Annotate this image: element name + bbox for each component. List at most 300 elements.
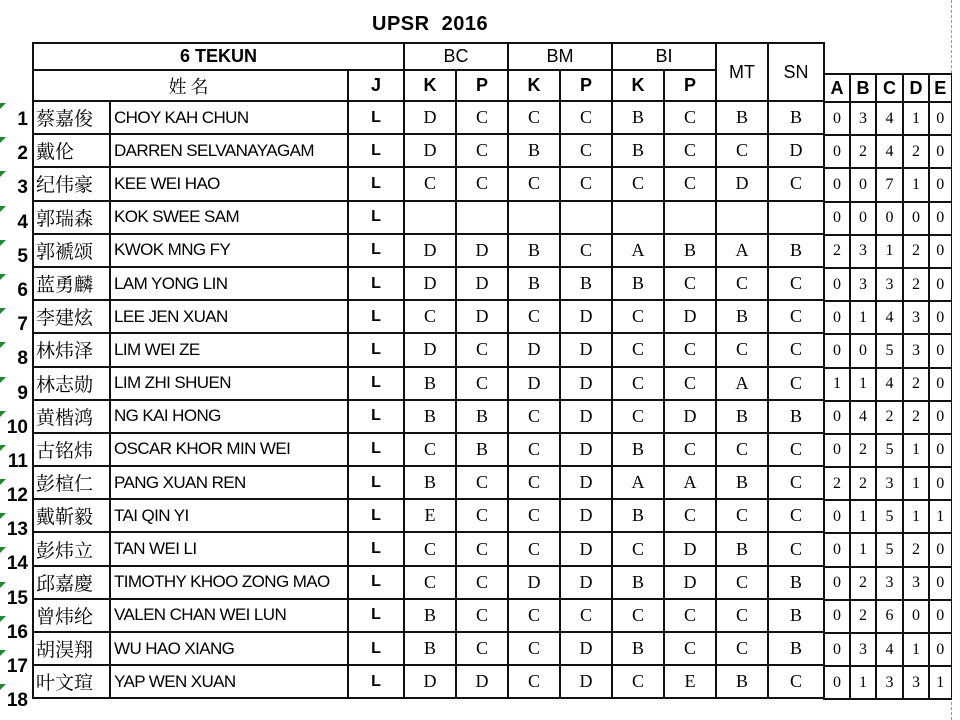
grade-cell-bc-p[interactable]: B <box>456 400 508 433</box>
grade-cell-sn[interactable]: B <box>768 632 824 665</box>
count-cell-c[interactable]: 4 <box>876 633 903 666</box>
row-number <box>0 307 32 341</box>
count-cell-d[interactable]: 1 <box>903 467 929 500</box>
grade-cell-mt[interactable]: A <box>716 367 768 400</box>
english-name-cell[interactable]: KWOK MNG FY <box>110 234 348 267</box>
grade-cell-bc-p[interactable] <box>456 201 508 234</box>
grade-cell-bm-p[interactable]: C <box>560 134 612 167</box>
gender-cell[interactable]: L <box>348 466 404 499</box>
grade-cell-bm-p[interactable]: D <box>560 466 612 499</box>
count-cell-d[interactable]: 3 <box>903 334 929 367</box>
count-cell-e[interactable]: 0 <box>929 467 951 500</box>
grade-cell-mt[interactable]: B <box>716 101 768 134</box>
grade-cell-bc-p[interactable]: D <box>456 665 508 698</box>
count-cell-c[interactable]: 4 <box>876 301 903 334</box>
english-name-cell[interactable]: LEE JEN XUAN <box>110 300 348 333</box>
grade-cell-bc-k[interactable]: C <box>404 300 456 333</box>
grade-cell-sn[interactable]: C <box>768 466 824 499</box>
gender-cell[interactable]: L <box>348 267 404 300</box>
grade-cell-bm-k[interactable]: C <box>508 532 560 565</box>
count-cell-e[interactable]: 0 <box>929 235 951 268</box>
grade-cell-bc-p[interactable]: C <box>456 367 508 400</box>
grade-cell-mt[interactable]: A <box>716 234 768 267</box>
english-name-cell[interactable]: TAN WEI LI <box>110 532 348 565</box>
grade-cell-sn[interactable]: C <box>768 499 824 532</box>
grade-cell-bc-p[interactable]: D <box>456 234 508 267</box>
count-cell-a[interactable]: 0 <box>824 268 850 301</box>
grade-cell-bm-p[interactable]: C <box>560 599 612 632</box>
grade-cell-bi-k[interactable]: C <box>612 599 664 632</box>
english-name-cell[interactable]: LAM YONG LIN <box>110 267 348 300</box>
grade-cell-mt[interactable]: C <box>716 267 768 300</box>
grade-cell-bc-p[interactable]: D <box>456 267 508 300</box>
count-cell-a[interactable]: 1 <box>824 368 850 401</box>
grade-cell-bm-p[interactable]: D <box>560 566 612 599</box>
english-name-cell[interactable]: LIM WEI ZE <box>110 333 348 366</box>
grade-cell-sn[interactable]: B <box>768 101 824 134</box>
grade-cell-sn[interactable]: B <box>768 566 824 599</box>
grade-cell-bm-k[interactable]: C <box>508 665 560 698</box>
english-name-cell[interactable]: PANG XUAN REN <box>110 466 348 499</box>
gender-cell[interactable]: L <box>348 201 404 234</box>
count-cell-d[interactable]: 1 <box>903 168 929 201</box>
english-name-cell[interactable]: NG KAI HONG <box>110 400 348 433</box>
grade-cell-bc-p[interactable]: B <box>456 433 508 466</box>
grade-cell-bi-p[interactable]: C <box>664 499 716 532</box>
gender-cell[interactable]: L <box>348 599 404 632</box>
chinese-name-cell[interactable]: 叶文瑄 <box>33 665 110 698</box>
grade-cell-bm-k[interactable]: C <box>508 101 560 134</box>
grade-cell-bc-k[interactable] <box>404 201 456 234</box>
grade-cell-bi-k[interactable]: B <box>612 101 664 134</box>
grade-cell-bm-p[interactable]: D <box>560 632 612 665</box>
count-cell-d[interactable]: 2 <box>903 533 929 566</box>
gender-cell[interactable]: L <box>348 167 404 200</box>
count-cell-b[interactable]: 1 <box>850 368 876 401</box>
count-cell-a[interactable]: 0 <box>824 202 850 235</box>
count-cell-e[interactable]: 0 <box>929 600 951 633</box>
grade-cell-bc-k[interactable]: D <box>404 134 456 167</box>
grade-cell-bi-p[interactable]: C <box>664 367 716 400</box>
grade-cell-bi-p[interactable]: C <box>664 599 716 632</box>
grade-cell-bi-k[interactable]: C <box>612 367 664 400</box>
grade-cell-bc-p[interactable]: C <box>456 599 508 632</box>
chinese-name-cell[interactable]: 黄楷鸿 <box>33 400 110 433</box>
grade-cell-bm-p[interactable]: C <box>560 167 612 200</box>
grade-cell-bi-p[interactable] <box>664 201 716 234</box>
grade-cell-sn[interactable]: B <box>768 400 824 433</box>
count-cell-a[interactable]: 0 <box>824 666 850 699</box>
grade-cell-mt[interactable]: B <box>716 665 768 698</box>
count-cell-d[interactable]: 2 <box>903 135 929 168</box>
count-cell-e[interactable]: 0 <box>929 301 951 334</box>
grade-cell-sn[interactable]: C <box>768 433 824 466</box>
gender-cell[interactable]: L <box>348 101 404 134</box>
grade-cell-mt[interactable]: B <box>716 466 768 499</box>
grade-cell-bm-p[interactable]: D <box>560 532 612 565</box>
count-cell-b[interactable]: 2 <box>850 567 876 600</box>
grade-cell-bc-k[interactable]: B <box>404 632 456 665</box>
count-cell-d[interactable]: 2 <box>903 368 929 401</box>
gender-cell[interactable]: L <box>348 300 404 333</box>
grade-cell-bi-p[interactable]: C <box>664 134 716 167</box>
grade-cell-bc-p[interactable]: C <box>456 499 508 532</box>
grade-cell-bm-p[interactable] <box>560 201 612 234</box>
count-cell-d[interactable]: 0 <box>903 202 929 235</box>
english-name-cell[interactable]: WU HAO XIANG <box>110 632 348 665</box>
chinese-name-cell[interactable]: 林炜泽 <box>33 333 110 366</box>
count-cell-a[interactable]: 0 <box>824 600 850 633</box>
count-cell-a[interactable]: 2 <box>824 235 850 268</box>
chinese-name-cell[interactable]: 曾炜纶 <box>33 599 110 632</box>
grade-cell-bi-k[interactable] <box>612 201 664 234</box>
count-cell-d[interactable]: 1 <box>903 434 929 467</box>
cell-comment-marker-icon <box>0 445 6 451</box>
grade-cell-bi-k[interactable]: A <box>612 234 664 267</box>
count-cell-b[interactable]: 1 <box>850 666 876 699</box>
grade-cell-bm-p[interactable]: B <box>560 267 612 300</box>
count-cell-e[interactable]: 0 <box>929 135 951 168</box>
grade-cell-bc-k[interactable]: D <box>404 333 456 366</box>
count-cell-e[interactable]: 0 <box>929 401 951 434</box>
count-cell-a[interactable]: 0 <box>824 135 850 168</box>
gender-cell[interactable]: L <box>348 400 404 433</box>
count-cell-c[interactable]: 3 <box>876 567 903 600</box>
grade-cell-bm-p[interactable]: D <box>560 367 612 400</box>
count-row <box>824 633 951 666</box>
grade-cell-bi-k[interactable]: C <box>612 532 664 565</box>
count-cell-c[interactable]: 6 <box>876 600 903 633</box>
chinese-name-cell[interactable]: 胡淏翔 <box>33 632 110 665</box>
grade-cell-bm-k[interactable]: B <box>508 267 560 300</box>
count-cell-c[interactable]: 3 <box>876 467 903 500</box>
english-name-cell[interactable]: YAP WEN XUAN <box>110 665 348 698</box>
grade-cell-bc-p[interactable]: C <box>456 167 508 200</box>
count-cell-a[interactable]: 0 <box>824 633 850 666</box>
grade-cell-bc-p[interactable]: C <box>456 333 508 366</box>
count-cell-b[interactable]: 1 <box>850 500 876 533</box>
bi-k-header: K <box>612 70 664 101</box>
gender-cell[interactable]: L <box>348 665 404 698</box>
grade-cell-bi-p[interactable]: C <box>664 267 716 300</box>
grade-cell-bc-k[interactable]: B <box>404 400 456 433</box>
count-cell-e[interactable]: 0 <box>929 368 951 401</box>
grade-cell-bi-k[interactable]: B <box>612 433 664 466</box>
grade-cell-bc-k[interactable]: D <box>404 665 456 698</box>
grade-cell-bi-p[interactable]: C <box>664 333 716 366</box>
count-cell-d[interactable]: 0 <box>903 600 929 633</box>
gender-cell[interactable]: L <box>348 566 404 599</box>
grade-cell-bm-k[interactable]: C <box>508 300 560 333</box>
grade-cell-bi-p[interactable]: A <box>664 466 716 499</box>
grade-cell-sn[interactable]: C <box>768 300 824 333</box>
english-name-cell[interactable]: KEE WEI HAO <box>110 167 348 200</box>
chinese-name-cell[interactable]: 戴靳毅 <box>33 499 110 532</box>
count-cell-c[interactable]: 4 <box>876 102 903 135</box>
gender-cell[interactable]: L <box>348 134 404 167</box>
count-cell-d[interactable]: 1 <box>903 102 929 135</box>
grade-cell-sn[interactable]: B <box>768 599 824 632</box>
count-cell-a[interactable]: 0 <box>824 500 850 533</box>
grade-cell-bc-p[interactable]: C <box>456 134 508 167</box>
grade-cell-bc-k[interactable]: B <box>404 367 456 400</box>
grade-cell-sn[interactable]: C <box>768 665 824 698</box>
grade-cell-bc-p[interactable]: C <box>456 466 508 499</box>
count-cell-d[interactable]: 3 <box>903 666 929 699</box>
grade-cell-bi-p[interactable]: D <box>664 532 716 565</box>
count-cell-d[interactable]: 2 <box>903 235 929 268</box>
count-cell-e[interactable]: 0 <box>929 434 951 467</box>
grade-cell-bi-p[interactable]: E <box>664 665 716 698</box>
grade-cell-mt[interactable]: C <box>716 333 768 366</box>
table-row <box>33 466 824 499</box>
grade-cell-mt[interactable]: C <box>716 134 768 167</box>
count-cell-c[interactable]: 5 <box>876 334 903 367</box>
english-name-cell[interactable]: KOK SWEE SAM <box>110 201 348 234</box>
grade-cell-bm-k[interactable]: C <box>508 433 560 466</box>
grade-cell-bm-p[interactable]: D <box>560 400 612 433</box>
grade-cell-bi-k[interactable]: A <box>612 466 664 499</box>
grade-cell-sn[interactable]: D <box>768 134 824 167</box>
row-number-text: 13 <box>6 519 28 541</box>
count-cell-b[interactable]: 2 <box>850 135 876 168</box>
gender-cell[interactable]: L <box>348 367 404 400</box>
grade-cell-bm-p[interactable]: D <box>560 300 612 333</box>
gender-cell[interactable]: L <box>348 234 404 267</box>
grade-cell-bi-p[interactable]: D <box>664 400 716 433</box>
count-cell-c[interactable]: 1 <box>876 235 903 268</box>
count-cell-c[interactable]: 3 <box>876 666 903 699</box>
grade-cell-sn[interactable]: C <box>768 532 824 565</box>
chinese-name-cell[interactable]: 彭炜立 <box>33 532 110 565</box>
count-cell-c[interactable]: 7 <box>876 168 903 201</box>
count-cell-e[interactable]: 0 <box>929 168 951 201</box>
grade-cell-bc-k[interactable]: D <box>404 267 456 300</box>
count-cell-d[interactable]: 3 <box>903 301 929 334</box>
grade-cell-bm-k[interactable]: D <box>508 333 560 366</box>
grade-cell-bc-k[interactable]: D <box>404 234 456 267</box>
grade-cell-bm-p[interactable]: D <box>560 433 612 466</box>
count-cell-e[interactable]: 0 <box>929 533 951 566</box>
count-cell-a[interactable]: 0 <box>824 434 850 467</box>
row-number-text: 3 <box>17 177 28 199</box>
count-cell-a[interactable]: 0 <box>824 102 850 135</box>
count-cell-d[interactable]: 2 <box>903 268 929 301</box>
grade-cell-bi-p[interactable]: C <box>664 101 716 134</box>
count-cell-e[interactable]: 0 <box>929 334 951 367</box>
grade-cell-bc-k[interactable]: C <box>404 532 456 565</box>
grade-cell-bm-k[interactable]: C <box>508 400 560 433</box>
grade-cell-mt[interactable]: B <box>716 532 768 565</box>
gender-cell[interactable]: L <box>348 333 404 366</box>
english-name-cell[interactable]: OSCAR KHOR MIN WEI <box>110 433 348 466</box>
count-cell-b[interactable]: 3 <box>850 633 876 666</box>
grade-cell-mt[interactable]: B <box>716 400 768 433</box>
grade-cell-bc-k[interactable]: D <box>404 101 456 134</box>
grade-cell-bi-k[interactable]: C <box>612 665 664 698</box>
gender-cell[interactable]: L <box>348 499 404 532</box>
chinese-name-cell[interactable]: 戴伦 <box>33 134 110 167</box>
grade-cell-bm-p[interactable]: D <box>560 333 612 366</box>
grade-cell-mt[interactable]: C <box>716 632 768 665</box>
grade-cell-sn[interactable]: C <box>768 333 824 366</box>
chinese-name-cell[interactable]: 邱嘉慶 <box>33 566 110 599</box>
grade-cell-bi-p[interactable]: C <box>664 167 716 200</box>
grade-cell-bi-k[interactable]: C <box>612 333 664 366</box>
grade-cell-mt[interactable]: D <box>716 167 768 200</box>
count-cell-a[interactable]: 2 <box>824 467 850 500</box>
count-cell-e[interactable]: 0 <box>929 567 951 600</box>
english-name-cell[interactable]: TIMOTHY KHOO ZONG MAO <box>110 566 348 599</box>
count-cell-b[interactable]: 2 <box>850 467 876 500</box>
grade-cell-sn[interactable]: C <box>768 267 824 300</box>
grade-cell-bm-k[interactable]: D <box>508 566 560 599</box>
count-cell-c[interactable]: 4 <box>876 368 903 401</box>
grade-cell-bc-p[interactable]: D <box>456 300 508 333</box>
grade-cell-bi-p[interactable]: C <box>664 632 716 665</box>
grade-cell-bc-p[interactable]: C <box>456 532 508 565</box>
grade-cell-bm-k[interactable]: C <box>508 466 560 499</box>
count-cell-b[interactable]: 3 <box>850 235 876 268</box>
grade-cell-bm-p[interactable]: D <box>560 665 612 698</box>
count-cell-c[interactable]: 5 <box>876 533 903 566</box>
grade-cell-bc-k[interactable]: C <box>404 167 456 200</box>
chinese-name-cell[interactable]: 彭楦仁 <box>33 466 110 499</box>
count-cell-e[interactable]: 0 <box>929 202 951 235</box>
grade-cell-bm-k[interactable]: B <box>508 234 560 267</box>
grade-cell-mt[interactable]: C <box>716 433 768 466</box>
count-cell-d[interactable]: 3 <box>903 567 929 600</box>
count-cell-b[interactable]: 3 <box>850 268 876 301</box>
grade-cell-sn[interactable]: C <box>768 367 824 400</box>
chinese-name-cell[interactable]: 郭瑞森 <box>33 201 110 234</box>
grade-cell-bi-p[interactable]: B <box>664 234 716 267</box>
count-cell-c[interactable]: 2 <box>876 401 903 434</box>
count-cell-e[interactable]: 1 <box>929 666 951 699</box>
chinese-name-cell[interactable]: 蓝勇麟 <box>33 267 110 300</box>
count-cell-d[interactable]: 1 <box>903 633 929 666</box>
grade-cell-mt[interactable] <box>716 201 768 234</box>
grade-cell-bm-k[interactable]: C <box>508 632 560 665</box>
count-cell-b[interactable]: 4 <box>850 401 876 434</box>
grade-cell-bc-p[interactable]: C <box>456 632 508 665</box>
gender-cell[interactable]: L <box>348 433 404 466</box>
grade-cell-bm-k[interactable] <box>508 201 560 234</box>
grade-cell-bi-k[interactable]: C <box>612 300 664 333</box>
count-cell-b[interactable]: 0 <box>850 334 876 367</box>
count-cell-a[interactable]: 0 <box>824 301 850 334</box>
count-cell-b[interactable]: 1 <box>850 301 876 334</box>
grade-cell-bm-p[interactable]: C <box>560 101 612 134</box>
grade-cell-bc-p[interactable]: C <box>456 566 508 599</box>
table-row <box>33 101 824 134</box>
count-cell-a[interactable]: 0 <box>824 533 850 566</box>
chinese-name-cell[interactable]: 郭褫颂 <box>33 234 110 267</box>
count-cell-e[interactable]: 1 <box>929 500 951 533</box>
grade-cell-bm-k[interactable]: C <box>508 599 560 632</box>
count-cell-b[interactable]: 0 <box>850 202 876 235</box>
grade-cell-bi-k[interactable]: B <box>612 499 664 532</box>
row-number <box>0 102 32 136</box>
grade-cell-mt[interactable]: C <box>716 499 768 532</box>
count-cell-a[interactable]: 0 <box>824 401 850 434</box>
gender-cell[interactable]: L <box>348 632 404 665</box>
row-number <box>0 512 32 546</box>
grade-cell-bm-k[interactable]: C <box>508 499 560 532</box>
grade-cell-bi-k[interactable]: C <box>612 167 664 200</box>
count-cell-b[interactable]: 2 <box>850 434 876 467</box>
grade-cell-bi-p[interactable]: D <box>664 300 716 333</box>
grade-cell-bc-k[interactable]: B <box>404 599 456 632</box>
count-cell-c[interactable]: 0 <box>876 202 903 235</box>
count-cell-a[interactable]: 0 <box>824 567 850 600</box>
grade-cell-bc-k[interactable]: E <box>404 499 456 532</box>
count-cell-c[interactable]: 5 <box>876 500 903 533</box>
count-cell-e[interactable]: 0 <box>929 633 951 666</box>
grade-cell-bc-k[interactable]: C <box>404 433 456 466</box>
row-number <box>0 239 32 273</box>
english-name-cell[interactable]: CHOY KAH CHUN <box>110 101 348 134</box>
count-cell-b[interactable]: 3 <box>850 102 876 135</box>
grade-cell-bi-p[interactable]: C <box>664 433 716 466</box>
count-cell-b[interactable]: 0 <box>850 168 876 201</box>
count-cell-c[interactable]: 3 <box>876 268 903 301</box>
grade-cell-bi-k[interactable]: B <box>612 632 664 665</box>
count-cell-b[interactable]: 2 <box>850 600 876 633</box>
grade-cell-bm-k[interactable]: C <box>508 167 560 200</box>
chinese-name-cell[interactable]: 古铭炜 <box>33 433 110 466</box>
english-name-cell[interactable]: LIM ZHI SHUEN <box>110 367 348 400</box>
chinese-name-cell[interactable]: 李建炫 <box>33 300 110 333</box>
grade-cell-mt[interactable]: B <box>716 300 768 333</box>
grade-cell-bm-k[interactable]: B <box>508 134 560 167</box>
grade-cell-bm-k[interactable]: D <box>508 367 560 400</box>
count-cell-c[interactable]: 4 <box>876 135 903 168</box>
grade-cell-mt[interactable]: C <box>716 599 768 632</box>
grade-cell-bi-k[interactable]: C <box>612 400 664 433</box>
grade-cell-bi-p[interactable]: D <box>664 566 716 599</box>
gender-cell[interactable]: L <box>348 532 404 565</box>
chinese-name-cell[interactable]: 纪伟豪 <box>33 167 110 200</box>
grade-cell-sn[interactable]: B <box>768 234 824 267</box>
grade-cell-sn[interactable]: C <box>768 167 824 200</box>
english-name-cell[interactable]: TAI QIN YI <box>110 499 348 532</box>
count-cell-e[interactable]: 0 <box>929 268 951 301</box>
grade-cell-bc-k[interactable]: B <box>404 466 456 499</box>
count-cell-e[interactable]: 0 <box>929 102 951 135</box>
cell-comment-marker-icon <box>0 240 6 246</box>
count-cell-a[interactable]: 0 <box>824 168 850 201</box>
grade-cell-sn[interactable] <box>768 201 824 234</box>
grade-cell-bi-k[interactable]: B <box>612 566 664 599</box>
count-cell-c[interactable]: 5 <box>876 434 903 467</box>
count-cell-d[interactable]: 1 <box>903 500 929 533</box>
chinese-name-cell[interactable]: 蔡嘉俊 <box>33 101 110 134</box>
grade-cell-bc-p[interactable]: C <box>456 101 508 134</box>
grade-cell-bi-k[interactable]: B <box>612 267 664 300</box>
chinese-name-cell[interactable]: 林志勋 <box>33 367 110 400</box>
grade-cell-bc-k[interactable]: C <box>404 566 456 599</box>
grade-cell-bm-p[interactable]: D <box>560 499 612 532</box>
count-cell-a[interactable]: 0 <box>824 334 850 367</box>
count-cell-d[interactable]: 2 <box>903 401 929 434</box>
english-name-cell[interactable]: DARREN SELVANAYAGAM <box>110 134 348 167</box>
grade-cell-bm-p[interactable]: C <box>560 234 612 267</box>
count-cell-b[interactable]: 1 <box>850 533 876 566</box>
grade-cell-bi-k[interactable]: B <box>612 134 664 167</box>
english-name-cell[interactable]: VALEN CHAN WEI LUN <box>110 599 348 632</box>
grade-cell-mt[interactable]: C <box>716 566 768 599</box>
